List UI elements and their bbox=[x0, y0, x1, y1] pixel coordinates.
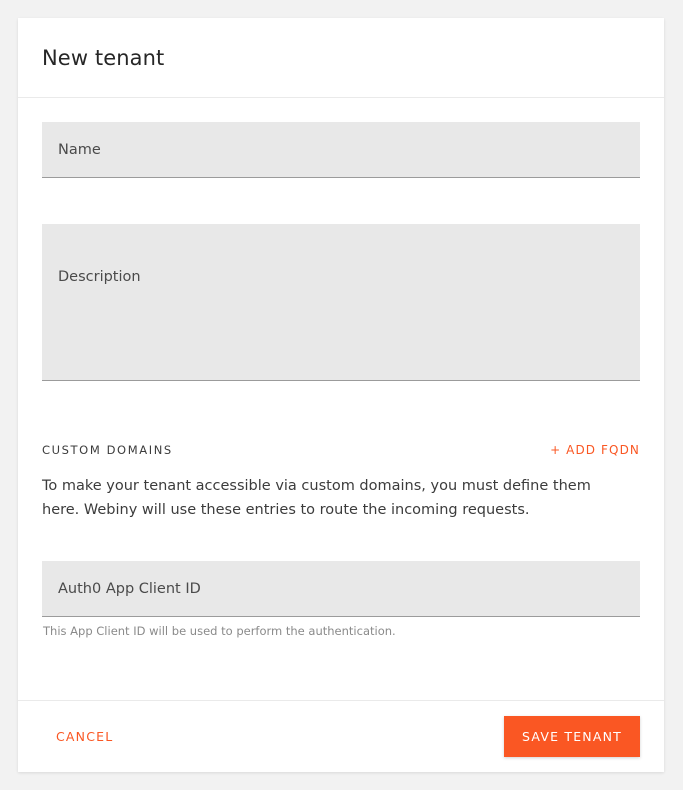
auth0-client-id-field-wrapper bbox=[42, 561, 640, 638]
dialog-header bbox=[18, 18, 664, 98]
custom-domains-description: To make your tenant accessible via custom domains, you must define them here. Webiny will use these entries to route the incoming requests. bbox=[42, 478, 591, 518]
new-tenant-dialog bbox=[18, 18, 664, 772]
cancel-button[interactable]: CANCEL bbox=[42, 719, 127, 754]
name-field-wrapper bbox=[42, 122, 640, 178]
description-input[interactable] bbox=[42, 224, 640, 381]
add-fqdn-button[interactable]: + ADD FQDN bbox=[550, 443, 640, 457]
dialog-body bbox=[18, 98, 664, 700]
auth0-client-id-input[interactable] bbox=[42, 561, 640, 617]
name-input-label: Name bbox=[58, 141, 101, 158]
auth0-client-id-helper-text: This App Client ID will be used to perform the authentication. bbox=[43, 624, 396, 638]
save-tenant-button[interactable]: SAVE TENANT bbox=[504, 716, 640, 757]
custom-domains-title: CUSTOM DOMAINS bbox=[42, 443, 173, 457]
name-input[interactable] bbox=[42, 122, 640, 178]
dialog-footer bbox=[18, 700, 664, 772]
custom-domains-header bbox=[42, 443, 640, 457]
description-input-label: Description bbox=[58, 269, 141, 285]
auth0-client-id-label: Auth0 App Client ID bbox=[58, 580, 201, 597]
page-title: New tenant bbox=[42, 45, 165, 70]
